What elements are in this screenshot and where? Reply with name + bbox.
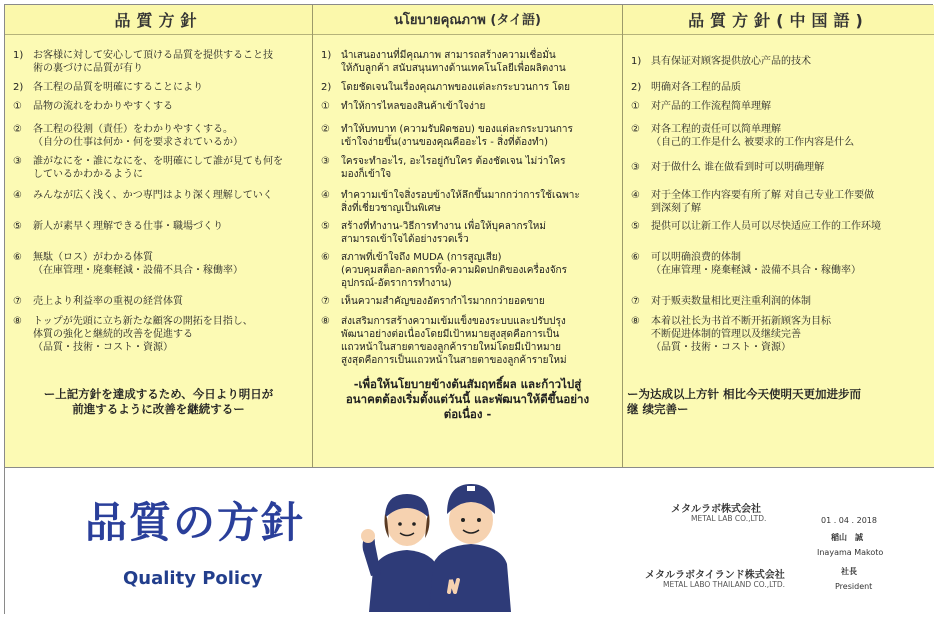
- policy-subtitle: Quality Policy: [123, 568, 263, 589]
- list-item: [321, 220, 616, 246]
- item-number: ④: [321, 190, 330, 201]
- chinese-column-header: 品質方針(中国語): [623, 5, 934, 35]
- item-text: 对产品的工作流程简单理解: [651, 101, 771, 112]
- item-text: 品物の流れをわかりやすくする: [33, 101, 173, 112]
- item-text: 提供可以让新工作人员可以尽快适应工作的工作环境: [651, 221, 881, 232]
- item-text: ทำความเข้าใจสิ่งรอบข้างให้ลึกขึ้นมากกว่าการใช้เฉพาะ สิ่งที่เชี่ยวชาญเป็นพิเศษ: [341, 190, 580, 214]
- item-text: みんなが広く浅く、かつ専門はより深く理解していく: [33, 190, 273, 201]
- item-number: ⑤: [321, 221, 330, 232]
- item-text: お客様に対して安心して頂ける品質を提供すること技 術の裏づけに品質が有り: [33, 50, 273, 74]
- item-number: ⑧: [321, 316, 330, 327]
- item-text: สร้างที่ทำงาน-วิธีการทำงาน เพื่อให้บุคลากรใหม่ สามารถเข้าใจได้อย่างรวดเร็ว: [341, 221, 546, 245]
- item-number: ②: [321, 124, 330, 135]
- list-item: [13, 155, 306, 181]
- list-item: [321, 123, 616, 149]
- item-text: 誰がなにを・誰になにを、を明確にして誰が見ても何を しているかわかるように: [33, 156, 283, 180]
- item-number: ⑧: [631, 316, 640, 327]
- japanese-closing-statement: ー上記方針を達成するため、今日より明日が 前進するように改善を継続するー: [43, 387, 274, 416]
- male-worker-figure: [429, 484, 511, 612]
- item-text: 对于做什么 谁在做看到时可以明确理解: [651, 162, 825, 173]
- japanese-column-header: 品質方針: [5, 5, 312, 35]
- item-number: ③: [13, 156, 22, 167]
- thai-company-name-en: METAL LABO THAILAND CO.,LTD.: [663, 580, 785, 589]
- thai-closing-statement: -เพื่อให้นโยบายข้างต้นสัมฤทธิ์ผล และก้าวไปสู่ อนาคตต้องเริ่มตั้งแต่วันนี้ และพัฒนาให้ดีขึ้นอย่าง ต่อเนื่อง -: [345, 377, 590, 421]
- thai-policy-column: [313, 5, 623, 467]
- item-number: ⑦: [13, 296, 22, 307]
- company-name-en: METAL LAB CO.,LTD.: [691, 514, 767, 523]
- item-number: 1): [13, 50, 24, 61]
- chinese-closing-statement: ー为达成以上方针 相比今天使明天更加进步而 继 续完善ー: [627, 387, 862, 416]
- list-item: [631, 55, 928, 68]
- list-item: [13, 251, 306, 277]
- item-number: ②: [13, 124, 22, 135]
- list-item: [13, 315, 306, 354]
- item-number: ⑥: [631, 252, 640, 263]
- item-number: 1): [631, 56, 642, 67]
- item-text: トップが先頭に立ち新たな顧客の開拓を目指し、 体質の強化と継続的改善を促進する （品質・技術・コスト・資源）: [33, 316, 253, 353]
- item-text: 新人が素早く理解できる仕事・職場づくり: [33, 221, 223, 232]
- list-item: [631, 295, 928, 308]
- item-text: 各工程の役割（責任）をわかりやすくする。 （自分の仕事は何か・何を要求されているか）: [33, 124, 243, 148]
- item-text: ทำให้บทบาท (ความรับผิดชอบ) ของแต่ละกระบวนการ เข้าใจง่ายขึ้น(งานของคุณคืออะไร - สิ่งที่ต้องทำ): [341, 124, 573, 148]
- list-item: [13, 81, 306, 94]
- item-number: ⑤: [631, 221, 640, 232]
- workers-illustration: [359, 474, 511, 612]
- item-number: ④: [631, 190, 640, 201]
- list-item: [321, 295, 616, 308]
- item-number: ①: [631, 101, 640, 112]
- item-text: 对于贩卖数量相比更注重利润的体制: [651, 296, 811, 307]
- item-number: 2): [631, 82, 642, 93]
- thai-company-name-jp: メタルラボタイランド株式会社: [645, 570, 785, 581]
- list-item: [13, 220, 306, 233]
- item-text: 無駄（ロス）がわかる体質 （在庫管理・廃棄軽減・設備不具合・稼働率）: [33, 252, 243, 276]
- item-number: 2): [321, 82, 332, 93]
- item-number: 1): [321, 50, 332, 61]
- item-number: ③: [631, 162, 640, 173]
- item-number: ⑥: [321, 252, 330, 263]
- item-text: 对于全体工作内容要有所了解 对自己专业工作要做 到深刻了解: [651, 190, 875, 214]
- item-number: ⑤: [13, 221, 22, 232]
- list-item: [321, 251, 616, 290]
- signer-role-en: President: [835, 582, 873, 591]
- signer-role-jp: 社長: [841, 567, 857, 576]
- list-item: [13, 100, 306, 113]
- item-number: ③: [321, 156, 330, 167]
- list-item: [321, 315, 616, 367]
- list-item: [631, 220, 928, 233]
- item-text: 对各工程的责任可以简单理解 （自己的工作是什么 被要求的工作内容是什么: [651, 124, 855, 148]
- list-item: [13, 49, 306, 75]
- list-item: [321, 100, 616, 113]
- policy-footer: [5, 467, 934, 615]
- chinese-policy-column: [623, 5, 934, 467]
- list-item: [631, 81, 928, 94]
- list-item: [321, 49, 616, 75]
- policy-date: 01 . 04 . 2018: [821, 516, 877, 525]
- japanese-policy-column: [5, 5, 313, 467]
- item-text: 可以明确浪费的体制 （在庫管理・廃棄軽減・設備不具合・稼働率）: [651, 252, 861, 276]
- item-text: ส่งเสริมการสร้างความเข้มแข็งของระบบและปรับปรุง พัฒนาอย่างต่อเนื่องโดยมีเป้าหมายสูงสุดคือการเป็น แถวหน้าในสายตาของลูกค้ารายใหม่โดยมีเป้าหมาย สูงสุดคือการเป็นแถวหน้าในสายตาของลูกค้ารายใหม่: [341, 316, 567, 366]
- list-item: [631, 161, 928, 174]
- item-number: 2): [13, 82, 24, 93]
- list-item: [13, 189, 306, 202]
- list-item: [13, 295, 306, 308]
- item-number: ⑧: [13, 316, 22, 327]
- list-item: [631, 251, 928, 277]
- item-text: นำเสนองานที่มีคุณภาพ สามารถสร้างความเชื่อมั่น ให้กับลูกค้า สนับสนุนทางด้านเทคโนโลยีเพื่อผลิตงาน: [341, 50, 566, 74]
- item-text: 各工程の品質を明確にすることにより: [33, 82, 203, 93]
- item-text: สภาพที่เข้าใจถึง MUDA (การสูญเสีย) (ควบคุมสต็อก-ลดการทิ้ง-ความผิดปกติของเครื่องจักร อุปกรณ์-อัตราการทำงาน): [341, 252, 567, 289]
- item-number: ⑥: [13, 252, 22, 263]
- signer-name-jp: 稲山 誠: [831, 533, 863, 542]
- item-number: ⑦: [321, 296, 330, 307]
- item-text: 売上より利益率の重視の経営体質: [33, 296, 183, 307]
- policy-title: 品質の方針: [85, 498, 306, 547]
- list-item: [631, 189, 928, 215]
- item-text: 明确对各工程的品质: [651, 82, 741, 93]
- list-item: [321, 155, 616, 181]
- list-item: [13, 123, 306, 149]
- company-name-jp: メタルラボ株式会社: [671, 504, 761, 515]
- item-text: 本着以社长为书首不断开拓新顾客为目标 不断促进体制的管理以及继续完善 （品質・技術・コスト・資源）: [651, 316, 831, 353]
- signer-name-en: Inayama Makoto: [817, 548, 884, 557]
- item-number: ①: [321, 101, 330, 112]
- item-number: ④: [13, 190, 22, 201]
- item-number: ②: [631, 124, 640, 135]
- list-item: [321, 189, 616, 215]
- item-text: เห็นความสำคัญของอัตรากำไรมากกว่ายอดขาย: [341, 296, 545, 307]
- item-text: 具有保证对顾客提供放心产品的技术: [651, 56, 811, 67]
- quality-policy-sheet: [4, 4, 933, 614]
- item-number: ①: [13, 101, 22, 112]
- thai-column-header: นโยบายคุณภาพ (タイ語): [313, 5, 622, 35]
- item-number: ⑦: [631, 296, 640, 307]
- list-item: [631, 315, 928, 354]
- item-text: ทำให้การไหลของสินค้าเข้าใจง่าย: [341, 101, 486, 112]
- list-item: [321, 81, 616, 94]
- list-item: [631, 123, 928, 149]
- item-text: ใครจะทำอะไร, อะไรอยู่กับใคร ต้องชัดเจน ไม่ว่าใคร มองก็เข้าใจ: [341, 156, 566, 180]
- list-item: [631, 100, 928, 113]
- item-text: โดยชัดเจนในเรื่องคุณภาพของแต่ละกระบวนการ โดย: [341, 82, 570, 93]
